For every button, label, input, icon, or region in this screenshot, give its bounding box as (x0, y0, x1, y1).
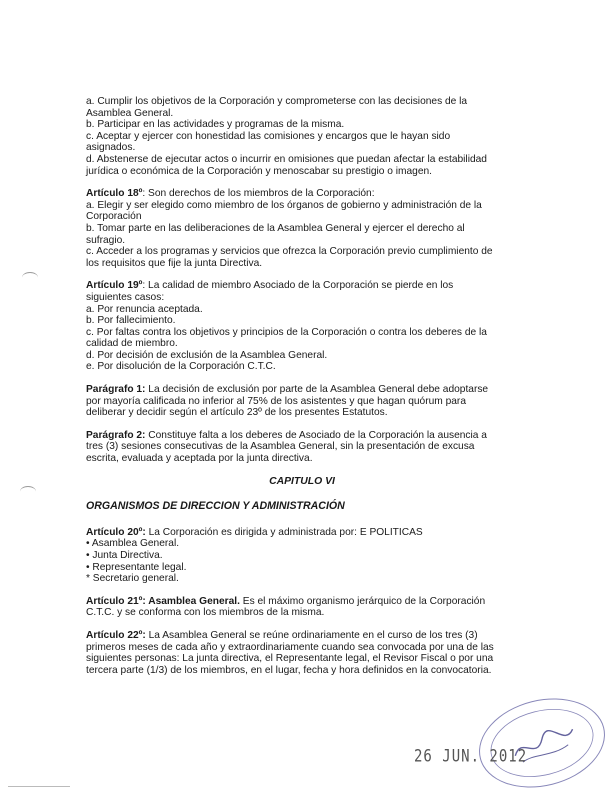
paragraph-label: Parágrafo 2: (86, 429, 146, 441)
paragraph-intro: Constituye falta a los deberes de Asociado de la Corporación la ausencia a (145, 429, 487, 441)
text-line: Asamblea General. (86, 107, 174, 119)
list-item: • Junta Directiva. (86, 550, 163, 561)
article-label: Artículo 18º (86, 188, 143, 200)
text-line: siguientes casos: (86, 291, 165, 303)
text-line: a. Por renuncia aceptada. (86, 303, 203, 315)
chapter-heading: CAPITULO VI (269, 475, 335, 487)
text-line: b. Tomar parte en las deliberaciones de la Asamblea General y ejercer el derecho al (86, 222, 465, 234)
article-label: Artículo 22º: (86, 629, 146, 641)
article-intro: : La calidad de miembro Asociado de la Corporación se pierde en los (142, 280, 454, 292)
text-line: por mayoría calificada no inferior al 75% de los asistentes y que hagan quórum para (86, 395, 466, 407)
article-label: Artículo 20º: (86, 526, 146, 538)
page-edge-line (8, 786, 70, 787)
text-line: e. Por disolución de la Corporación C.T.C. (86, 361, 276, 373)
paragraph-label: Parágrafo 1: (86, 384, 146, 396)
text-line: b. Participar en las actividades y programas de la misma. (86, 119, 345, 131)
paragraph-1 (86, 384, 518, 419)
article-intro: : Son derechos de los miembros de la Corporación: (142, 188, 375, 200)
text-line: los requisitos que fije la junta Directiva. (86, 257, 263, 269)
article-19 (86, 280, 518, 373)
text-line: a. Elegir y ser elegido como miembro de los órganos de gobierno y administración de la (86, 199, 482, 211)
text-line: b. Por fallecimiento. (86, 315, 176, 327)
text-line: tercera parte (1/3) de los miembros, en el lugar, fecha y hora definidos en la convocatoria. (86, 664, 492, 676)
margin-punch-mark (20, 486, 36, 497)
date-received-stamp: 26 JUN. 2012 (414, 747, 528, 767)
text-line: a. Cumplir los objetivos de la Corporación y comprometerse con las decisiones de la (86, 96, 468, 107)
text-line: c. Por faltas contra los objetivos y principios de la Corporación o contra los deberes de la (86, 326, 487, 338)
article-intro: La Asamblea General se reúne ordinariamente en el curso de los tres (3) (145, 629, 478, 641)
text-line: c. Aceptar y ejercer con honestidad las comisiones y encargos que le hayan sido (86, 130, 451, 142)
document-page (86, 96, 518, 687)
duties-list (86, 96, 518, 177)
list-item: • Representante legal. (86, 561, 187, 573)
text-line: c. Acceder a los programas y servicios que ofrezca la Corporación previo cumplimiento de (86, 246, 493, 258)
article-label: Artículo 19º (86, 280, 143, 292)
list-item: • Asamblea General. (86, 538, 180, 550)
text-line: deliberar y decidir según el artículo 23º de los presentes Estatutos. (86, 407, 388, 419)
article-18 (86, 188, 518, 269)
text-line: C.T.C. y se conforma con los miembros de la misma. (86, 607, 325, 619)
text-line: sufragio. (86, 234, 126, 246)
text-line: tres (3) sesiones consecutivas de la Asamblea General, sin la presentación de excusa (86, 441, 475, 453)
text-line: jurídica o económica de la Corporación y menoscabar su prestigio o imagen. (86, 165, 432, 177)
official-seal-stamp (469, 686, 612, 800)
article-intro: La Corporación es dirigida y administrada por: E POLITICAS (145, 526, 423, 538)
text-line: d. Abstenerse de ejecutar actos o incurrir en omisiones que puedan afectar la estabilidad (86, 153, 487, 165)
paragraph-2 (86, 430, 518, 465)
article-21 (86, 596, 518, 619)
text-line: escrita, evaluada y aceptada por la junta directiva. (86, 453, 313, 465)
text-line: asignados. (86, 142, 136, 154)
paragraph-intro: La decisión de exclusión por parte de la Asamblea General debe adoptarse (145, 384, 489, 396)
list-item: * Secretario general. (86, 573, 179, 585)
margin-punch-mark (22, 272, 38, 283)
article-label: Artículo 21º: Asamblea General. (86, 595, 240, 607)
text-line: siguientes personas: La junta directiva, el Representante legal, el Revisor Fiscal o por una (86, 653, 494, 665)
article-22 (86, 630, 518, 676)
text-line: primeros meses de cada año y extraordinariamente cuando sea convocada por una de las (86, 641, 494, 653)
text-line: calidad de miembro. (86, 338, 178, 350)
seal-graphic (471, 687, 612, 799)
text-line: d. Por decisión de exclusión de la Asamblea General. (86, 349, 328, 361)
text-line: Corporación (86, 211, 142, 223)
section-heading: ORGANISMOS DE DIRECCION Y ADMINISTRACIÓN (86, 500, 345, 513)
article-intro: Es el máximo organismo jerárquico de la Corporación (239, 595, 486, 607)
article-20 (86, 527, 518, 585)
